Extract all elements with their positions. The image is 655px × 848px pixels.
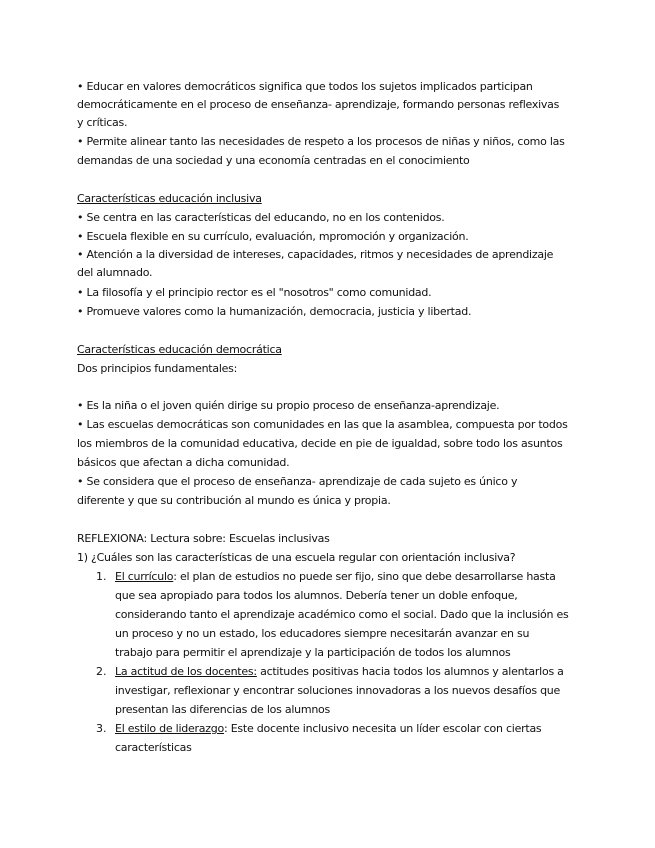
paragraph-line: • Educar en valores democráticos significa que todos los sujetos implicados participan	[77, 80, 533, 93]
item-text: : el plan de estudios no puede ser fijo, sino que debe desarrollarse hasta	[173, 570, 556, 583]
list-item-line: considerando tanto el aprendizaje académico como el social. Dado que la inclusión es	[115, 608, 569, 621]
section-heading-inclusiva: Características educación inclusiva	[77, 192, 262, 205]
bullet-line: • Se considera que el proceso de enseñanza- aprendizaje de cada sujeto es único y	[77, 475, 518, 488]
item-label: La actitud de los docentes:	[115, 665, 257, 678]
bullet-line: • Se centra en las características del educando, no en los contenidos.	[77, 211, 445, 224]
paragraph-line: • Permite alinear tanto las necesidades de respeto a los procesos de niñas y niños, como las	[77, 135, 565, 148]
bullet-line: • Atención a la diversidad de intereses, capacidades, ritmos y necesidades de aprendizaje	[77, 248, 554, 261]
reflexiona-title: REFLEXIONA: Lectura sobre: Escuelas inclusivas	[77, 532, 330, 545]
question: 1) ¿Cuáles son las características de una escuela regular con orientación inclusiva?	[77, 551, 516, 564]
list-item-first-line	[115, 568, 556, 586]
list-number: 3.	[96, 722, 107, 735]
item-label: El estilo de liderazgo	[115, 722, 225, 735]
list-item-line: investigar, reflexionar y encontrar soluciones innovadoras a los nuevos desafíos que	[115, 684, 561, 697]
item-text: : Este docente inclusivo necesita un líder escolar con ciertas	[224, 722, 542, 735]
bullet-line: • Promueve valores como la humanización, democracia, justicia y libertad.	[77, 305, 472, 318]
bullet-line: • Es la niña o el joven quién dirige su propio proceso de enseñanza-aprendizaje.	[77, 399, 500, 412]
list-item-line: características	[115, 741, 192, 754]
list-item-first-line	[115, 720, 541, 738]
paragraph-line: democráticamente en el proceso de enseñanza- aprendizaje, formando personas reflexivas	[77, 98, 560, 111]
list-item-first-line	[115, 663, 564, 681]
section-intro: Dos principios fundamentales:	[77, 362, 238, 375]
paragraph-line: y críticas.	[77, 116, 128, 129]
bullet-line: • Las escuelas democráticas son comunidades en las que la asamblea, compuesta por todos	[77, 418, 568, 431]
item-label: El currículo	[115, 570, 174, 583]
bullet-line: básicos que afectan a dicha comunidad.	[77, 456, 290, 469]
item-text: actitudes positivas hacia todos los alumnos y alentarlos a	[256, 665, 564, 678]
list-item-line: que sea apropiado para todos los alumnos. Debería tener un doble enfoque,	[115, 589, 518, 602]
list-item-line: presentan las diferencias de los alumnos	[115, 703, 330, 716]
bullet-line: los miembros de la comunidad educativa, decide en pie de igualdad, sobre todo los asuntos	[77, 437, 563, 450]
section-heading-democratica: Características educación democrática	[77, 343, 282, 356]
list-number: 2.	[96, 665, 107, 678]
list-item-line: un proceso y no un estado, los educadores siempre necesitarán avanzar en su	[115, 627, 530, 640]
list-item-line: trabajo para permitir el aprendizaje y la participación de todos los alumnos	[115, 646, 511, 659]
paragraph-line: demandas de una sociedad y una economía centradas en el conocimiento	[77, 154, 470, 167]
list-number: 1.	[96, 570, 107, 583]
bullet-line: • La filosofía y el principio rector es el "nosotros" como comunidad.	[77, 286, 432, 299]
bullet-line: diferente y que su contribución al mundo es única y propia.	[77, 494, 391, 507]
bullet-line: del alumnado.	[77, 266, 153, 279]
bullet-line: • Escuela flexible en su currículo, evaluación, mpromoción y organización.	[77, 230, 469, 243]
